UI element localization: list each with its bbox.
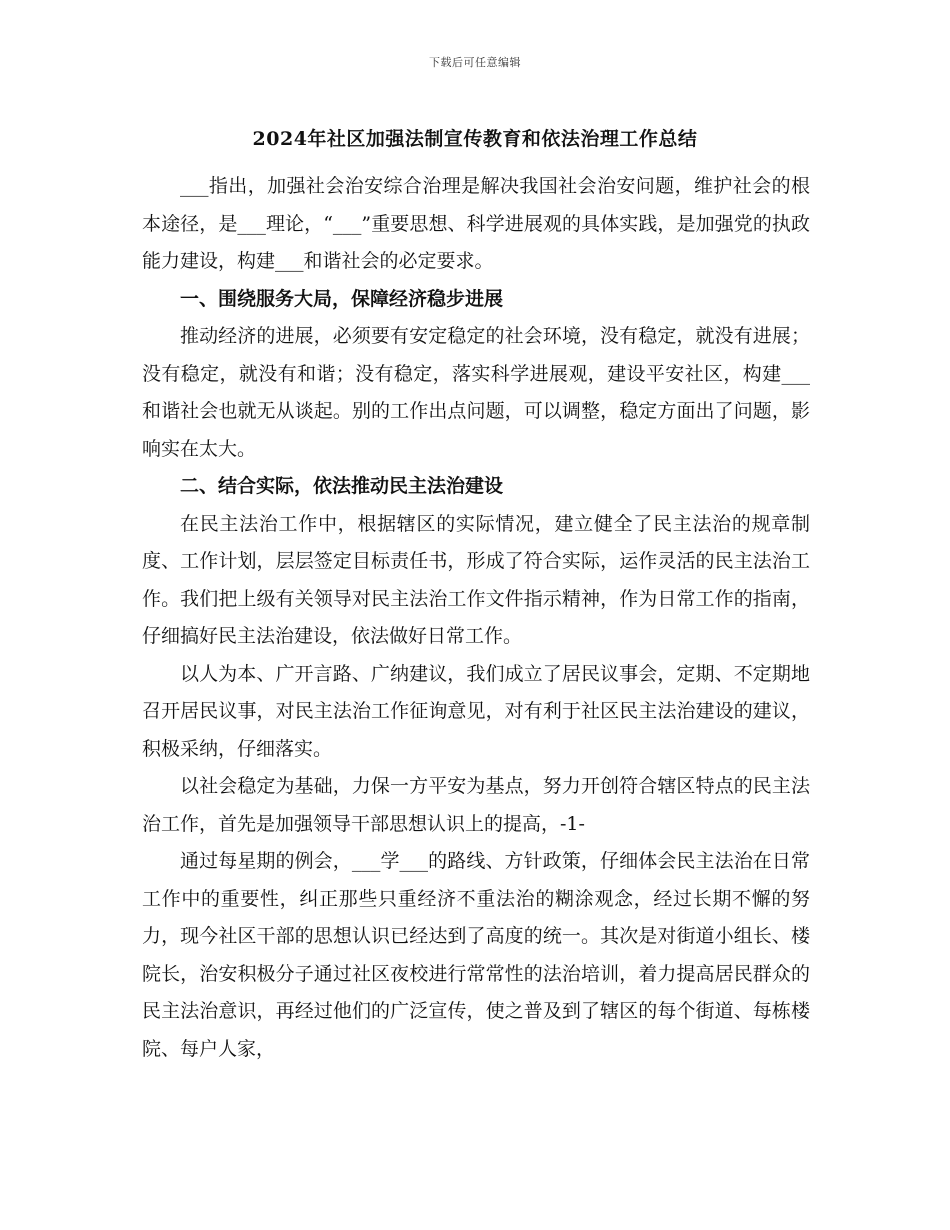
section-heading: 一、围绕服务大局，保障经济稳步进展 [180, 287, 504, 310]
section-heading: 二、结合实际，依法推动民主法治建设 [180, 475, 504, 497]
paragraph: 以人为本、广开言路、广纳建议，我们成立了居民议事会，定期、不定期地召开居民议事，对民主法治工作征询意见，对有利于社区民主法治建设的建议，积极采纳，仔细落实。 [142, 662, 810, 760]
header-note: 下载后可任意编辑 [429, 56, 521, 69]
paragraph: 以社会稳定为基础，力保一方平安为基点，努力开创符合辖区特点的民主法治工作，首先是加强领导干部思想认识上的提高，-1- [142, 775, 810, 835]
page-title: 2024年社区加强法制宣传教育和依法治理工作总结 [252, 128, 698, 150]
document-body [142, 168, 810, 1068]
paragraph: 在民主法治工作中，根据辖区的实际情况，建立健全了民主法治的规章制度、工作计划，层层签定目标责任书，形成了符合实际，运作灵活的民主法治工作。我们把上级有关领导对民主法治工作文件指示精神，作为日常工作的指南，仔细搞好民主法治建设，依法做好日常工作。 [142, 512, 810, 647]
paragraph: 通过每星期的例会，___学___的路线、方针政策，仔细体会民主法治在日常工作中的重要性，纠正那些只重经济不重法治的糊涂观念，经过长期不懈的努力，现今社区干部的思想认识已经达到了高度的统一。其次是对街道小组长、楼院长，治安积极分子通过社区夜校进行常常性的法治培训，着力提高居民群众的民主法治意识，再经过他们的广泛宣传，使之普及到了辖区的每个街道、每栋楼院、每户人家， [142, 850, 810, 1060]
paragraph: ___指出，加强社会治安综合治理是解决我国社会治安问题，维护社会的根本途径，是___理论，“___”重要思想、科学进展观的具体实践，是加强党的执政能力建设，构建___和谐社会的必定要求。 [142, 175, 810, 272]
paragraph: 推动经济的进展，必须要有安定稳定的社会环境，没有稳定，就没有进展；没有稳定，就没有和谐；没有稳定，落实科学进展观，建设平安社区，构建___和谐社会也就无从谈起。别的工作出点问题，可以调整，稳定方面出了问题，影响实在太大。 [142, 325, 810, 460]
